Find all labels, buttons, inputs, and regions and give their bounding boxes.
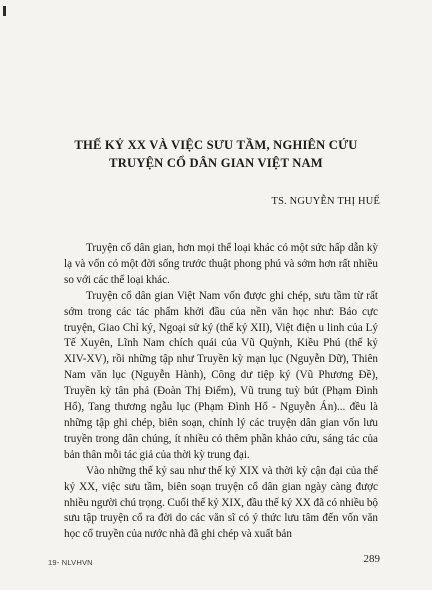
paragraph-1: Truyện cổ dân gian, hơn mọi thể loại khác có một sức hấp dẫn kỳ lạ và vốn có một đời sống trước thuật phong phú và sớm hơn rất nhiều so với các thể loại khác. bbox=[64, 242, 378, 286]
author-name: TS. NGUYỄN THỊ HUẾ bbox=[271, 196, 380, 207]
article-title-line-1: THẾ KỶ XX VÀ VIỆC SƯU TẦM, NGHIÊN CỨU bbox=[74, 138, 358, 152]
scan-margin-mark bbox=[3, 6, 6, 16]
article-title-line-2: TRUYỆN CỔ DÂN GIAN VIỆT NAM bbox=[109, 156, 323, 170]
article-title bbox=[60, 136, 372, 172]
paragraph-2: Truyện cổ dân gian Việt Nam vốn được ghi chép, sưu tầm từ rất sớm trong các tác phẩm khởi đầu của nền văn học như: Báo cực truyện, Giao Chỉ ký, Ngoại sử ký (thế kỷ XII), Việt điện u linh của Lý Tế Xuyên, Lĩnh Nam chích quái của Vũ Quỳnh, Kiều Phú (thế kỷ XIV-XV), rồi những tập như Truyền kỳ mạn lục (Nguyễn Dữ), Thiên Nam văn lục (Nguyễn Hành), Công dư tiệp ký (Vũ Phương Đề), Truyền kỳ tân phả (Đoàn Thị Điểm), Vũ trung tuỳ bút (Phạm Đình Hổ), Tang thương ngẫu lục (Phạm Đình Hổ - Nguyễn Án)... đều là những tập ghi chép, biên soạn, chỉnh lý các truyện dân gian vốn lưu truyền trong dân chúng, ít nhiều có thêm phần khảo cứu, sáng tác của bản thân mỗi tác giả của thời kỳ trung đại. bbox=[64, 289, 378, 461]
page-number: 289 bbox=[363, 553, 380, 565]
paragraph-3: Vào những thế kỷ sau như thế kỷ XIX và thời kỳ cận đại của thế kỷ XX, việc sưu tầm, biên soạn truyện cổ dân gian ngày càng được nhiều người chú trọng. Cuối thế kỷ XIX, đầu thế kỷ XX đã có nhiều bộ sưu tập truyện cổ ra đời do các văn sĩ có ý thức lưu tâm đến vốn văn học cổ truyền của nước nhà đã ghi chép và xuất bản bbox=[64, 464, 378, 541]
article-body bbox=[64, 241, 378, 580]
footer-signature: 19- NLVHVN bbox=[48, 558, 93, 567]
